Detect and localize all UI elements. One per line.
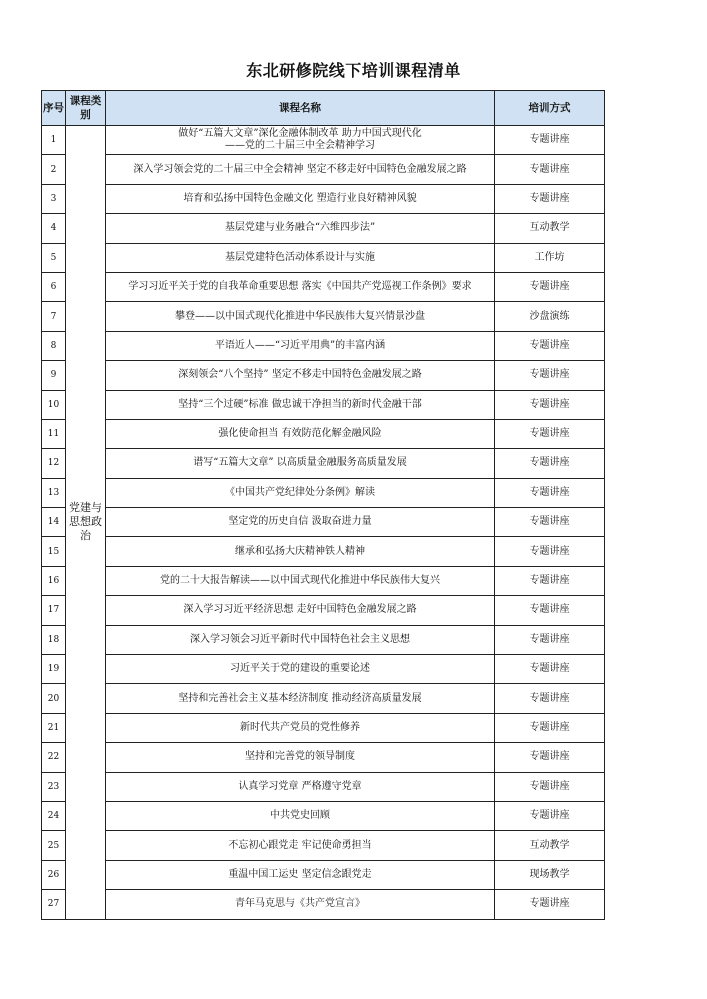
training-method-cell: 专题讲座 bbox=[495, 743, 605, 772]
table-row bbox=[42, 126, 605, 155]
course-name-cell: 党的二十大报告解读——以中国式现代化推进中华民族伟大复兴 bbox=[106, 566, 495, 595]
table-row bbox=[42, 272, 605, 301]
table-row bbox=[42, 508, 605, 537]
training-method-cell: 专题讲座 bbox=[495, 625, 605, 654]
row-number: 13 bbox=[42, 478, 66, 507]
row-number: 12 bbox=[42, 449, 66, 478]
course-name-cell: 攀登——以中国式现代化推进中华民族伟大复兴情景沙盘 bbox=[106, 302, 495, 331]
row-number: 8 bbox=[42, 331, 66, 360]
table-row bbox=[42, 331, 605, 360]
row-number: 14 bbox=[42, 508, 66, 537]
table-row bbox=[42, 743, 605, 772]
training-method-cell: 专题讲座 bbox=[495, 684, 605, 713]
training-method-cell: 专题讲座 bbox=[495, 272, 605, 301]
table-row bbox=[42, 801, 605, 830]
training-method-cell: 工作坊 bbox=[495, 243, 605, 272]
table-row bbox=[42, 302, 605, 331]
course-name-cell: 学习习近平关于党的自我革命重要思想 落实《中国共产党巡视工作条例》要求 bbox=[106, 272, 495, 301]
table-body bbox=[42, 126, 605, 920]
table-row bbox=[42, 449, 605, 478]
course-name-cell: 青年马克思与《共产党宣言》 bbox=[106, 890, 495, 919]
header-course-name: 课程名称 bbox=[106, 91, 495, 126]
course-name-cell: 强化使命担当 有效防范化解金融风险 bbox=[106, 419, 495, 448]
course-name-cell: 深入学习领会党的二十届三中全会精神 坚定不移走好中国特色金融发展之路 bbox=[106, 155, 495, 184]
table-row bbox=[42, 890, 605, 919]
table-row bbox=[42, 537, 605, 566]
table-row bbox=[42, 478, 605, 507]
table-row bbox=[42, 419, 605, 448]
row-number: 23 bbox=[42, 772, 66, 801]
course-name-cell: 深入学习习近平经济思想 走好中国特色金融发展之路 bbox=[106, 596, 495, 625]
row-number: 26 bbox=[42, 860, 66, 889]
row-number: 15 bbox=[42, 537, 66, 566]
table-row bbox=[42, 655, 605, 684]
page-title: 东北研修院线下培训课程清单 bbox=[246, 61, 461, 80]
row-number: 9 bbox=[42, 361, 66, 390]
row-number: 6 bbox=[42, 272, 66, 301]
training-method-cell: 现场教学 bbox=[495, 860, 605, 889]
table-row bbox=[42, 860, 605, 889]
row-number: 16 bbox=[42, 566, 66, 595]
training-method-cell: 专题讲座 bbox=[495, 331, 605, 360]
row-number: 1 bbox=[42, 126, 66, 155]
course-name-cell: 重温中国工运史 坚定信念跟党走 bbox=[106, 860, 495, 889]
row-number: 18 bbox=[42, 625, 66, 654]
training-method-cell: 专题讲座 bbox=[495, 419, 605, 448]
row-number: 19 bbox=[42, 655, 66, 684]
row-number: 4 bbox=[42, 214, 66, 243]
row-number: 17 bbox=[42, 596, 66, 625]
training-method-cell: 互动教学 bbox=[495, 214, 605, 243]
course-name-cell: 基层党建特色活动体系设计与实施 bbox=[106, 243, 495, 272]
table-row bbox=[42, 772, 605, 801]
course-name-cell: 不忘初心跟党走 牢记使命勇担当 bbox=[106, 831, 495, 860]
course-name-cell: 深刻领会“八个坚持” 坚定不移走中国特色金融发展之路 bbox=[106, 361, 495, 390]
training-method-cell: 专题讲座 bbox=[495, 478, 605, 507]
row-number: 22 bbox=[42, 743, 66, 772]
row-number: 20 bbox=[42, 684, 66, 713]
training-method-cell: 专题讲座 bbox=[495, 537, 605, 566]
training-method-cell: 专题讲座 bbox=[495, 508, 605, 537]
training-method-cell: 专题讲座 bbox=[495, 655, 605, 684]
training-method-cell: 互动教学 bbox=[495, 831, 605, 860]
row-number: 7 bbox=[42, 302, 66, 331]
table-row bbox=[42, 390, 605, 419]
table-row bbox=[42, 684, 605, 713]
table-row bbox=[42, 713, 605, 742]
row-number: 24 bbox=[42, 801, 66, 830]
course-name-cell: 基层党建与业务融合“六维四步法” bbox=[106, 214, 495, 243]
course-name-cell: 坚持“三个过硬”标准 做忠诚干净担当的新时代金融干部 bbox=[106, 390, 495, 419]
course-name-cell: 继承和弘扬大庆精神铁人精神 bbox=[106, 537, 495, 566]
course-name-cell: 平语近人——“习近平用典”的丰富内涵 bbox=[106, 331, 495, 360]
row-number: 3 bbox=[42, 184, 66, 213]
row-number: 5 bbox=[42, 243, 66, 272]
course-name-cell: 培育和弘扬中国特色金融文化 塑造行业良好精神风貌 bbox=[106, 184, 495, 213]
training-method-cell: 专题讲座 bbox=[495, 890, 605, 919]
training-method-cell: 专题讲座 bbox=[495, 390, 605, 419]
header-seq: 序号 bbox=[42, 91, 66, 126]
course-name-cell: 做好“五篇大文章”深化金融体制改革 助力中国式现代化 ——党的二十届三中全会精神学习 bbox=[106, 126, 495, 155]
course-name-cell: 中共党史回顾 bbox=[106, 801, 495, 830]
training-method-cell: 专题讲座 bbox=[495, 361, 605, 390]
training-method-cell: 专题讲座 bbox=[495, 801, 605, 830]
training-method-cell: 专题讲座 bbox=[495, 772, 605, 801]
row-number: 21 bbox=[42, 713, 66, 742]
row-number: 25 bbox=[42, 831, 66, 860]
course-name-cell: 深入学习领会习近平新时代中国特色社会主义思想 bbox=[106, 625, 495, 654]
course-name-cell: 新时代共产党员的党性修养 bbox=[106, 713, 495, 742]
table-row bbox=[42, 625, 605, 654]
training-method-cell: 专题讲座 bbox=[495, 155, 605, 184]
course-name-cell: 习近平关于党的建设的重要论述 bbox=[106, 655, 495, 684]
training-method-cell: 专题讲座 bbox=[495, 566, 605, 595]
training-method-cell: 沙盘演练 bbox=[495, 302, 605, 331]
training-method-cell: 专题讲座 bbox=[495, 596, 605, 625]
course-name-cell: 坚持和完善社会主义基本经济制度 推动经济高质量发展 bbox=[106, 684, 495, 713]
training-method-cell: 专题讲座 bbox=[495, 126, 605, 155]
header-method: 培训方式 bbox=[495, 91, 605, 126]
table-row bbox=[42, 361, 605, 390]
course-table bbox=[41, 90, 605, 920]
table-row bbox=[42, 566, 605, 595]
table-row bbox=[42, 596, 605, 625]
row-number: 27 bbox=[42, 890, 66, 919]
training-method-cell: 专题讲座 bbox=[495, 184, 605, 213]
category-cell: 党建与思想政治 bbox=[66, 126, 106, 920]
table-row bbox=[42, 184, 605, 213]
header-category: 课程类别 bbox=[66, 91, 106, 126]
course-name-cell: 《中国共产党纪律处分条例》解读 bbox=[106, 478, 495, 507]
table-row bbox=[42, 831, 605, 860]
row-number: 11 bbox=[42, 419, 66, 448]
table-header-row bbox=[42, 91, 605, 126]
row-number: 10 bbox=[42, 390, 66, 419]
row-number: 2 bbox=[42, 155, 66, 184]
course-name-cell: 谱写“五篇大文章” 以高质量金融服务高质量发展 bbox=[106, 449, 495, 478]
course-name-cell: 坚定党的历史自信 汲取奋进力量 bbox=[106, 508, 495, 537]
course-name-cell: 坚持和完善党的领导制度 bbox=[106, 743, 495, 772]
training-method-cell: 专题讲座 bbox=[495, 449, 605, 478]
course-name-cell: 认真学习党章 严格遵守党章 bbox=[106, 772, 495, 801]
table-row bbox=[42, 214, 605, 243]
table-row bbox=[42, 243, 605, 272]
table-row bbox=[42, 155, 605, 184]
training-method-cell: 专题讲座 bbox=[495, 713, 605, 742]
